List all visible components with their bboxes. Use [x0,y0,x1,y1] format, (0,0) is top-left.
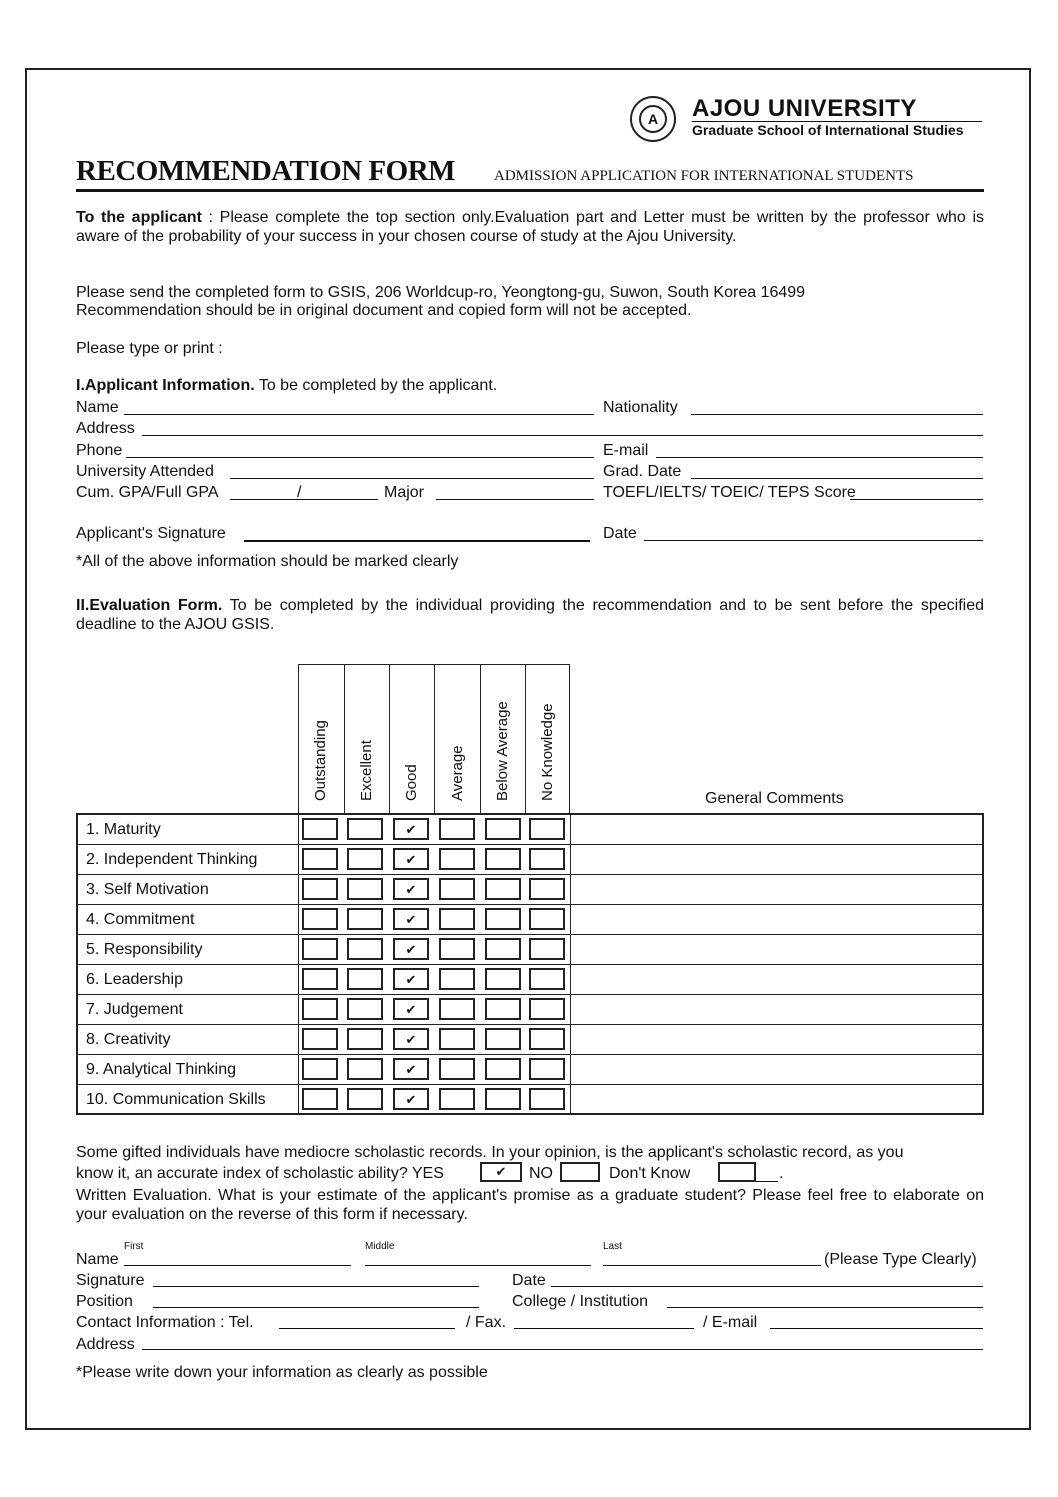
applicant-signature-field[interactable] [244,540,590,542]
rating-checkbox-outstanding[interactable] [302,878,338,900]
criterion-label: 10. Communication Skills [86,1091,266,1108]
rating-checkbox-below-average[interactable] [485,1088,521,1110]
send-instructions-1: Please send the completed form to GSIS, 206 Worldcup-ro, Yeongtong-gu, Suwon, South Korea 16499 [76,284,806,301]
name-label: Name [76,399,119,416]
rating-checkbox-excellent[interactable] [347,1088,383,1110]
logo-mark: A [639,105,667,133]
rating-checkbox-good[interactable]: ✔ [393,938,429,960]
column-header-no-knowledge [525,664,570,813]
rating-checkbox-no-knowledge[interactable] [529,848,565,870]
column-label-good: Good [403,764,420,801]
score-field[interactable] [850,499,983,500]
section1-note: To be completed by the applicant. [254,377,498,394]
rating-checkbox-good[interactable]: ✔ [393,848,429,870]
rating-checkbox-no-knowledge[interactable] [529,938,565,960]
criterion-label: 3. Self Motivation [86,881,209,898]
column-label-average: Average [449,745,466,801]
grad-date-field[interactable] [691,478,983,479]
general-comments-cell[interactable] [572,875,982,904]
form-subtitle: ADMISSION APPLICATION FOR INTERNATIONAL STUDENTS [494,168,914,184]
no-checkbox[interactable] [560,1162,600,1182]
rating-checkbox-excellent[interactable] [347,968,383,990]
general-comments-cell[interactable] [572,905,982,934]
nationality-label: Nationality [603,399,678,416]
rating-checkbox-average[interactable] [439,848,475,870]
position-label: Position [76,1293,133,1310]
rating-checkbox-good[interactable]: ✔ [393,1028,429,1050]
general-comments-cell[interactable] [572,995,982,1024]
name-field[interactable] [124,414,594,415]
general-comments-cell[interactable] [572,935,982,964]
gpa-field[interactable] [230,499,378,500]
recommender-date-field[interactable] [551,1286,983,1287]
rating-checkbox-good[interactable]: ✔ [393,878,429,900]
rating-checkbox-excellent[interactable] [347,848,383,870]
rating-checkbox-good[interactable]: ✔ [393,968,429,990]
college-field[interactable] [667,1307,983,1308]
applicant-lead: To the applicant [76,209,202,226]
applicant-instructions [76,208,984,246]
general-comments-cell[interactable] [572,965,982,994]
column-header-outstanding [298,664,344,813]
grad-date-label: Grad. Date [603,463,682,480]
recommender-signature-label: Signature [76,1272,145,1289]
rating-checkbox-average[interactable] [439,1088,475,1110]
rating-checkbox-below-average[interactable] [485,1028,521,1050]
gpa-label: Cum. GPA/Full GPA [76,484,219,501]
rating-checkbox-excellent[interactable] [347,878,383,900]
gpa-slash: / [297,484,302,501]
type-or-print: Please type or print : [76,340,223,357]
recommender-signature-field[interactable] [153,1286,479,1287]
title-rule [76,189,984,192]
rating-checkbox-no-knowledge[interactable] [529,1088,565,1110]
criterion-label: 1. Maturity [86,821,161,838]
rating-checkbox-outstanding[interactable] [302,968,338,990]
rating-checkbox-average[interactable] [439,1028,475,1050]
last-name-field[interactable] [603,1265,821,1266]
rating-checkbox-good[interactable]: ✔ [393,1058,429,1080]
rating-checkbox-outstanding[interactable] [302,998,338,1020]
rating-checkbox-good[interactable]: ✔ [393,818,429,840]
applicant-signature-label: Applicant's Signature [76,525,226,542]
rating-checkbox-good[interactable]: ✔ [393,998,429,1020]
university-logo-icon [630,96,676,142]
general-comments-cell[interactable] [572,845,982,874]
send-instructions-2: Recommendation should be in original document and copied form will not be accepted. [76,302,692,319]
rating-checkbox-average[interactable] [439,938,475,960]
major-label: Major [384,484,425,501]
rating-checkbox-below-average[interactable] [485,968,521,990]
column-label-outstanding: Outstanding [312,720,329,801]
criterion-label: 7. Judgement [86,1001,183,1018]
university-attended-field[interactable] [230,478,594,479]
rating-checkbox-no-knowledge[interactable] [529,1028,565,1050]
contact-tel-label: Contact Information : Tel. [76,1314,254,1331]
rating-checkbox-outstanding[interactable] [302,908,338,930]
contact-fax-field[interactable] [514,1328,694,1329]
rating-checkbox-no-knowledge[interactable] [529,878,565,900]
first-name-caption: First [124,1241,144,1252]
address-field[interactable] [142,435,983,436]
section2-note: To be completed by the individual providing the recommendation and to be sent before the specified deadline to the AJOU GSIS. [76,597,984,633]
type-clearly-note: (Please Type Clearly) [824,1251,977,1268]
scholastic-question-line1: Some gifted individuals have mediocre scholastic records. In your opinion, is the applicant's scholastic record, as you [76,1144,904,1161]
column-header-excellent [344,664,389,813]
rating-checkbox-average[interactable] [439,908,475,930]
general-comments-cell[interactable] [572,815,982,844]
column-label-no-knowledge: No Knowledge [539,703,556,801]
rating-checkbox-excellent[interactable] [347,908,383,930]
rating-checkbox-excellent[interactable] [347,1058,383,1080]
rating-checkbox-no-knowledge[interactable] [529,818,565,840]
column-label-excellent: Excellent [358,740,375,801]
criterion-label: 2. Independent Thinking [86,851,258,868]
no-label: NO [529,1165,553,1182]
criterion-label: 4. Commitment [86,911,195,928]
position-field[interactable] [153,1307,479,1308]
rating-checkbox-below-average[interactable] [485,998,521,1020]
applicant-text: : Please complete the top section only.Evaluation part and Letter must be written by the professor who is aware of the probability of your success in your chosen course of study at the Ajou University. [76,209,985,245]
middle-name-field[interactable] [365,1265,591,1266]
email-label: E-mail [603,442,649,459]
rating-checkbox-outstanding[interactable] [302,1088,338,1110]
rating-checkbox-below-average[interactable] [485,908,521,930]
rating-checkbox-average[interactable] [439,1058,475,1080]
section1-note-text: *All of the above information should be marked clearly [76,553,459,570]
rating-checkbox-outstanding[interactable] [302,818,338,840]
rating-checkbox-below-average[interactable] [485,878,521,900]
school-name: Graduate School of International Studies [692,122,964,138]
scholastic-period: . [779,1165,784,1182]
rating-checkbox-below-average[interactable] [485,1058,521,1080]
recommender-name-label: Name [76,1251,119,1268]
rating-checkbox-no-knowledge[interactable] [529,998,565,1020]
written-evaluation: Written Evaluation. What is your estimate of the applicant's promise as a graduate student? Please feel free to elaborate on your evaluation on the reverse of this form if necessary. [76,1187,984,1223]
rating-checkbox-good[interactable]: ✔ [393,908,429,930]
college-label: College / Institution [512,1293,649,1310]
contact-email-field[interactable] [770,1328,983,1329]
recommender-address-field[interactable] [142,1349,983,1350]
rating-checkbox-outstanding[interactable] [302,1028,338,1050]
general-comments-cell[interactable] [572,1055,982,1084]
yes-checkbox[interactable]: ✔ [480,1162,522,1182]
rating-checkbox-excellent[interactable] [347,818,383,840]
phone-label: Phone [76,442,123,459]
rating-checkbox-no-knowledge[interactable] [529,908,565,930]
column-label-below-average: Below Average [494,701,511,801]
criterion-label: 5. Responsibility [86,941,203,958]
contact-tel-field[interactable] [279,1328,455,1329]
university-name: AJOU UNIVERSITY [692,95,917,122]
middle-name-caption: Middle [365,1241,395,1252]
university-attended-label: University Attended [76,463,214,480]
rating-checkbox-excellent[interactable] [347,1028,383,1050]
column-header-below-average [480,664,525,813]
applicant-date-field[interactable] [644,540,983,541]
general-comments-header: General Comments [705,790,844,807]
form-title: RECOMMENDATION FORM [76,155,456,187]
applicant-date-label: Date [603,525,637,542]
recommender-date-label: Date [512,1272,546,1289]
dont-know-checkbox[interactable] [718,1162,756,1182]
contact-email-label: / E-mail [703,1314,758,1331]
first-name-field[interactable] [124,1265,351,1266]
rating-checkbox-no-knowledge[interactable] [529,968,565,990]
scholastic-question-line2: know it, an accurate index of scholastic ability? YES [76,1165,444,1182]
major-field[interactable] [436,499,594,500]
general-comments-cell[interactable] [572,1025,982,1054]
phone-field[interactable] [126,457,594,458]
rating-checkbox-below-average[interactable] [485,818,521,840]
last-name-caption: Last [603,1241,622,1252]
column-header-good [389,664,434,813]
rating-checkbox-below-average[interactable] [485,848,521,870]
rating-checkbox-excellent[interactable] [347,938,383,960]
criterion-label: 9. Analytical Thinking [86,1061,237,1078]
rating-checkbox-average[interactable] [439,878,475,900]
section1-title: I.Applicant Information. [76,377,255,394]
rating-checkbox-below-average[interactable] [485,938,521,960]
criterion-label: 6. Leadership [86,971,183,988]
general-comments-cell[interactable] [572,1085,982,1114]
contact-fax-label: / Fax. [466,1314,507,1331]
score-label: TOEFL/IELTS/ TOEIC/ TEPS Score [603,484,856,501]
section2-title: II.Evaluation Form. [76,597,223,614]
criterion-label: 8. Creativity [86,1031,171,1048]
section2-heading [76,596,984,634]
rating-checkbox-good[interactable]: ✔ [393,1088,429,1110]
recommender-address-label: Address [76,1336,135,1353]
nationality-field[interactable] [691,414,983,415]
rating-checkbox-excellent[interactable] [347,998,383,1020]
rating-checkbox-outstanding[interactable] [302,938,338,960]
rating-checkbox-outstanding[interactable] [302,848,338,870]
column-header-average [434,664,480,813]
address-label: Address [76,420,135,437]
rating-checkbox-outstanding[interactable] [302,1058,338,1080]
dont-know-label: Don't Know [609,1165,691,1182]
recommender-note: *Please write down your information as clearly as possible [76,1364,488,1381]
rating-checkbox-average[interactable] [439,998,475,1020]
email-field[interactable] [656,457,983,458]
rating-checkbox-average[interactable] [439,968,475,990]
rating-checkbox-no-knowledge[interactable] [529,1058,565,1080]
rating-checkbox-average[interactable] [439,818,475,840]
section1-heading [76,377,497,395]
dont-know-underline [756,1181,778,1182]
